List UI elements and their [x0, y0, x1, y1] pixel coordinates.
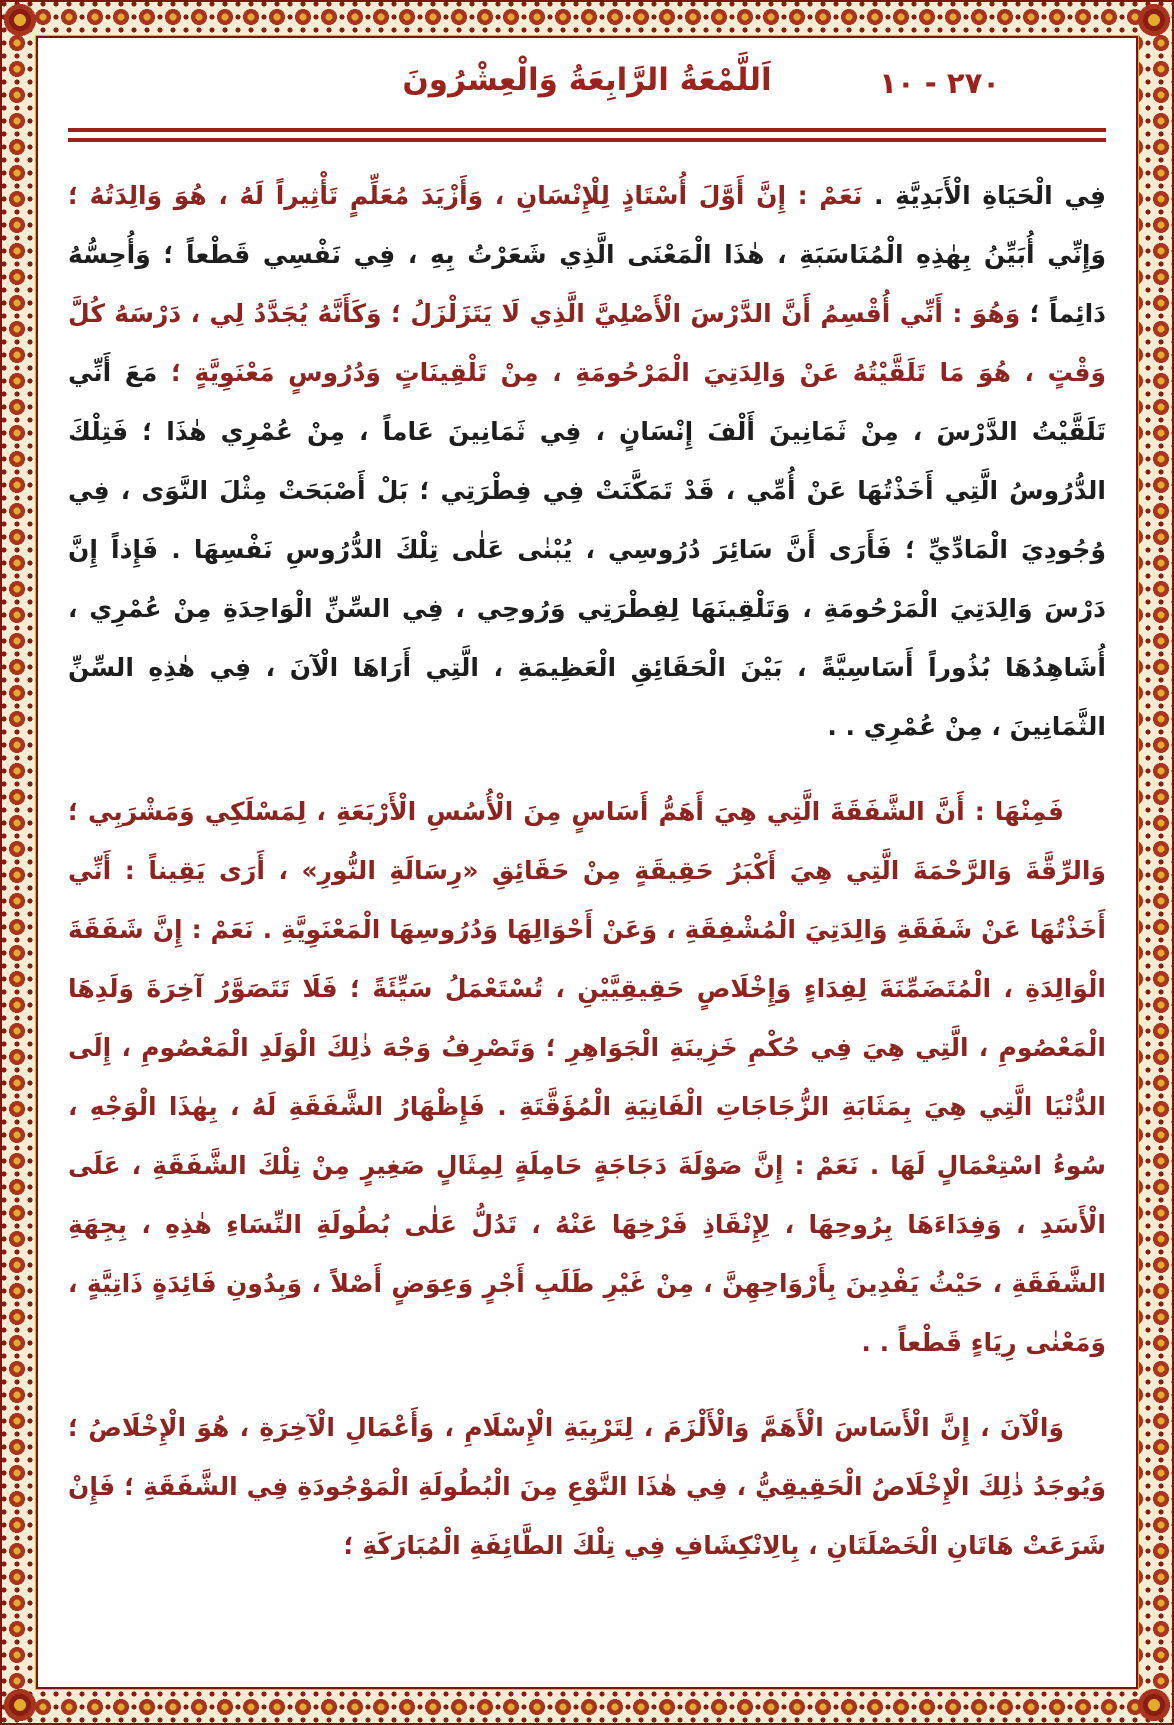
- corner-rosette-icon: [1134, 0, 1174, 40]
- page-content: [38, 38, 1136, 1687]
- text-run-black: وَإِنِّي أُبَيِّنُ بِهٰذِهِ الْمُنَاسَبَةِ ، هٰذَا الْمَعْنَى الَّذِي شَعَرْتُ بِهِ ، فِي نَفْسِي قَطْعاً ؛ وَأُحِسُّهُ دَائِماً ؛: [68, 240, 1106, 328]
- corner-rosette-icon: [1134, 1685, 1174, 1725]
- text-run-black: مَعَ أَنِّي تَلَقَّيْتُ الدَّرْسَ ، مِنْ ثَمَانِينَ أَلْفَ إِنْسَانٍ ، فِي ثَمَانِينَ عَاماً ، مِنْ عُمْرِي هٰذَا ؛ فَتِلْكَ الدُّرُوسُ الَّتِي أَخَذْتُهَا عَنْ أُمِّي ، قَدْ تَمَكَّنَتْ فِي فِطْرَتِي ؛ بَلْ أَصْبَحَتْ مِثْلَ النَّوَى ، فِي وُجُودِيَ الْمَادِّيِّ ؛ فَأَرَى أَنَّ سَائِرَ دُرُوسِي ، يُبْنٰى عَلٰى تِلْكَ الدُّرُوسِ نَفْسِهَا . فَإِذاً إِنَّ دَرْسَ وَالِدَتِيَ الْمَرْحُومَةِ ، وَتَلْقِينَهَا لِفِطْرَتِي وَرُوحِي ، فِي السِّنِّ الْوَاحِدَةِ مِنْ عُمْرِي ، أُشَاهِدُهَا بُذُوراً أَسَاسِيَّةً ، بَيْنَ الْحَقَائِقِ الْعَظِيمَةِ ، الَّتِي أَرَاهَا الْآنَ ، فِي هٰذِهِ السِّنِّ الثَّمَانِينَ ، مِنْ عُمْرِي . .: [68, 358, 1106, 741]
- text-run-black: فِي الْحَيَاةِ الْأَبَدِيَّةِ .: [862, 181, 1106, 210]
- text-run-red: وَهُوَ : أَنِّي أُقْسِمُ أَنَّ الدَّرْسَ الْأَصْلِيَّ الَّذِي لَا يَتَزَلْزَلُ ؛ وَكَأَنَّهُ يُجَدَّدُ لِي ، دَرْسَهُ كُلَّ وَقْتٍ ، هُوَ مَا تَلَقَّيْتُهُ عَنْ وَالِدَتِيَ الْمَرْحُومَةِ ، مِنْ تَلْقِينَاتٍ وَدُرُوسٍ مَعْنَوِيَّةٍ ؛: [68, 299, 1106, 387]
- header-double-rule: [68, 128, 1106, 142]
- paragraph: [68, 166, 1106, 756]
- text-run-red: وَالْآنَ ، إِنَّ الْأَسَاسَ الْأَهَمَّ وَالْأَلْزَمَ ، لِتَرْبِيَةِ الْإِسْلَامِ ، وَأَعْمَالِ الْآخِرَةِ ، هُوَ الْإِخْلَاصُ ؛ وَيُوجَدُ ذٰلِكَ الْإِخْلَاصُ الْحَقِيقِيُّ ، فِي هٰذَا النَّوْعِ مِنَ الْبُطُولَةِ الْمَوْجُودَةِ فِي الشَّفَقَةِ ؛ فَإِنْ شَرَعَتْ هَاتَانِ الْخَصْلَتَانِ ، بِالِانْكِشَافِ فِي تِلْكَ الطَّائِفَةِ الْمُبَارَكَةِ ؛: [68, 1413, 1106, 1560]
- corner-rosette-icon: [0, 1685, 40, 1725]
- page-title: اَللَّمْعَةُ الرَّابِعَةُ وَالْعِشْرُونَ: [402, 62, 772, 98]
- text-run-red: فَمِنْهَا : أَنَّ الشَّفَقَةَ الَّتِي هِيَ أَهَمُّ أَسَاسٍ مِنَ الْأُسُسِ الْأَرْبَعَةِ ، لِمَسْلَكِي وَمَشْرَبِي ؛ وَالرِّقَّةَ وَالرَّحْمَةَ الَّتِي هِيَ أَكْبَرُ حَقِيقَةٍ مِنْ حَقَائِقِ «رِسَالَةِ النُّورِ» ، أَرَى يَقِيناً : أَنِّي أَخَذْتُهَا عَنْ شَفَقَةِ وَالِدَتِيَ الْمُشْفِقَةِ ، وَعَنْ أَحْوَالِهَا وَدُرُوسِهَا الْمَعْنَوِيَّةِ . نَعَمْ : إِنَّ شَفَقَةَ الْوَالِدَةِ ، الْمُتَضَمِّنَةَ لِفِدَاءٍ وَإِخْلَاصٍ حَقِيقِيَّيْنِ ، تُسْتَعْمَلُ سَيِّئَةً ؛ فَلَا تَتَصَوَّرُ آخِرَةَ وَلَدِهَا الْمَعْصُومِ ، الَّتِي هِيَ فِي حُكْمِ خَزِينَةِ الْجَوَاهِرِ ؛ وَتَصْرِفُ وَجْهَ ذٰلِكَ الْوَلَدِ الْمَعْصُومِ ، إِلَى الدُّنْيَا الَّتِي هِيَ بِمَثَابَةِ الزُّجَاجَاتِ الْفَانِيَةِ الْمُؤَقَّتَةِ . فَإِظْهَارُ الشَّفَقَةِ لَهُ ، بِهٰذَا الْوَجْهِ ، سُوءُ اسْتِعْمَالٍ لَهَا . نَعَمْ : إِنَّ صَوْلَةَ دَجَاجَةٍ حَامِلَةٍ لِمِثَالٍ صَغِيرٍ مِنْ تِلْكَ الشَّفَقَةِ ، عَلَى الْأَسَدِ ، وَفِدَاءَهَا بِرُوحِهَا ، لِإِنْقَاذِ فَرْخِهَا عَنْهُ ، تَدُلُّ عَلٰى بُطُولَةِ النِّسَاءِ هٰذِهِ ، بِجِهَةِ الشَّفَقَةِ ، حَيْثُ يَفْدِينَ بِأَرْوَاحِهِنَّ ، مِنْ غَيْرِ طَلَبِ أَجْرٍ وَعِوَضٍ أَصْلاً ، وَبِدُونِ فَائِدَةٍ ذَاتِيَّةٍ ، وَمَعْنٰى رِيَاءٍ قَطْعاً . .: [68, 797, 1106, 1357]
- page-header: [68, 62, 1106, 122]
- paragraph: [68, 782, 1106, 1372]
- page-number: ٢٧٠ - ١٠: [879, 66, 1000, 100]
- corner-rosette-icon: [0, 0, 40, 40]
- body-text: [68, 166, 1106, 1575]
- paragraph: [68, 1398, 1106, 1575]
- text-run-red: نَعَمْ : إِنَّ أَوَّلَ أُسْتَاذٍ لِلْإِنْسَانِ ، وَأَزْيَدَ مُعَلِّمٍ تَأْثِيراً لَهُ ، هُوَ وَالِدَتُهُ ؛: [68, 181, 863, 210]
